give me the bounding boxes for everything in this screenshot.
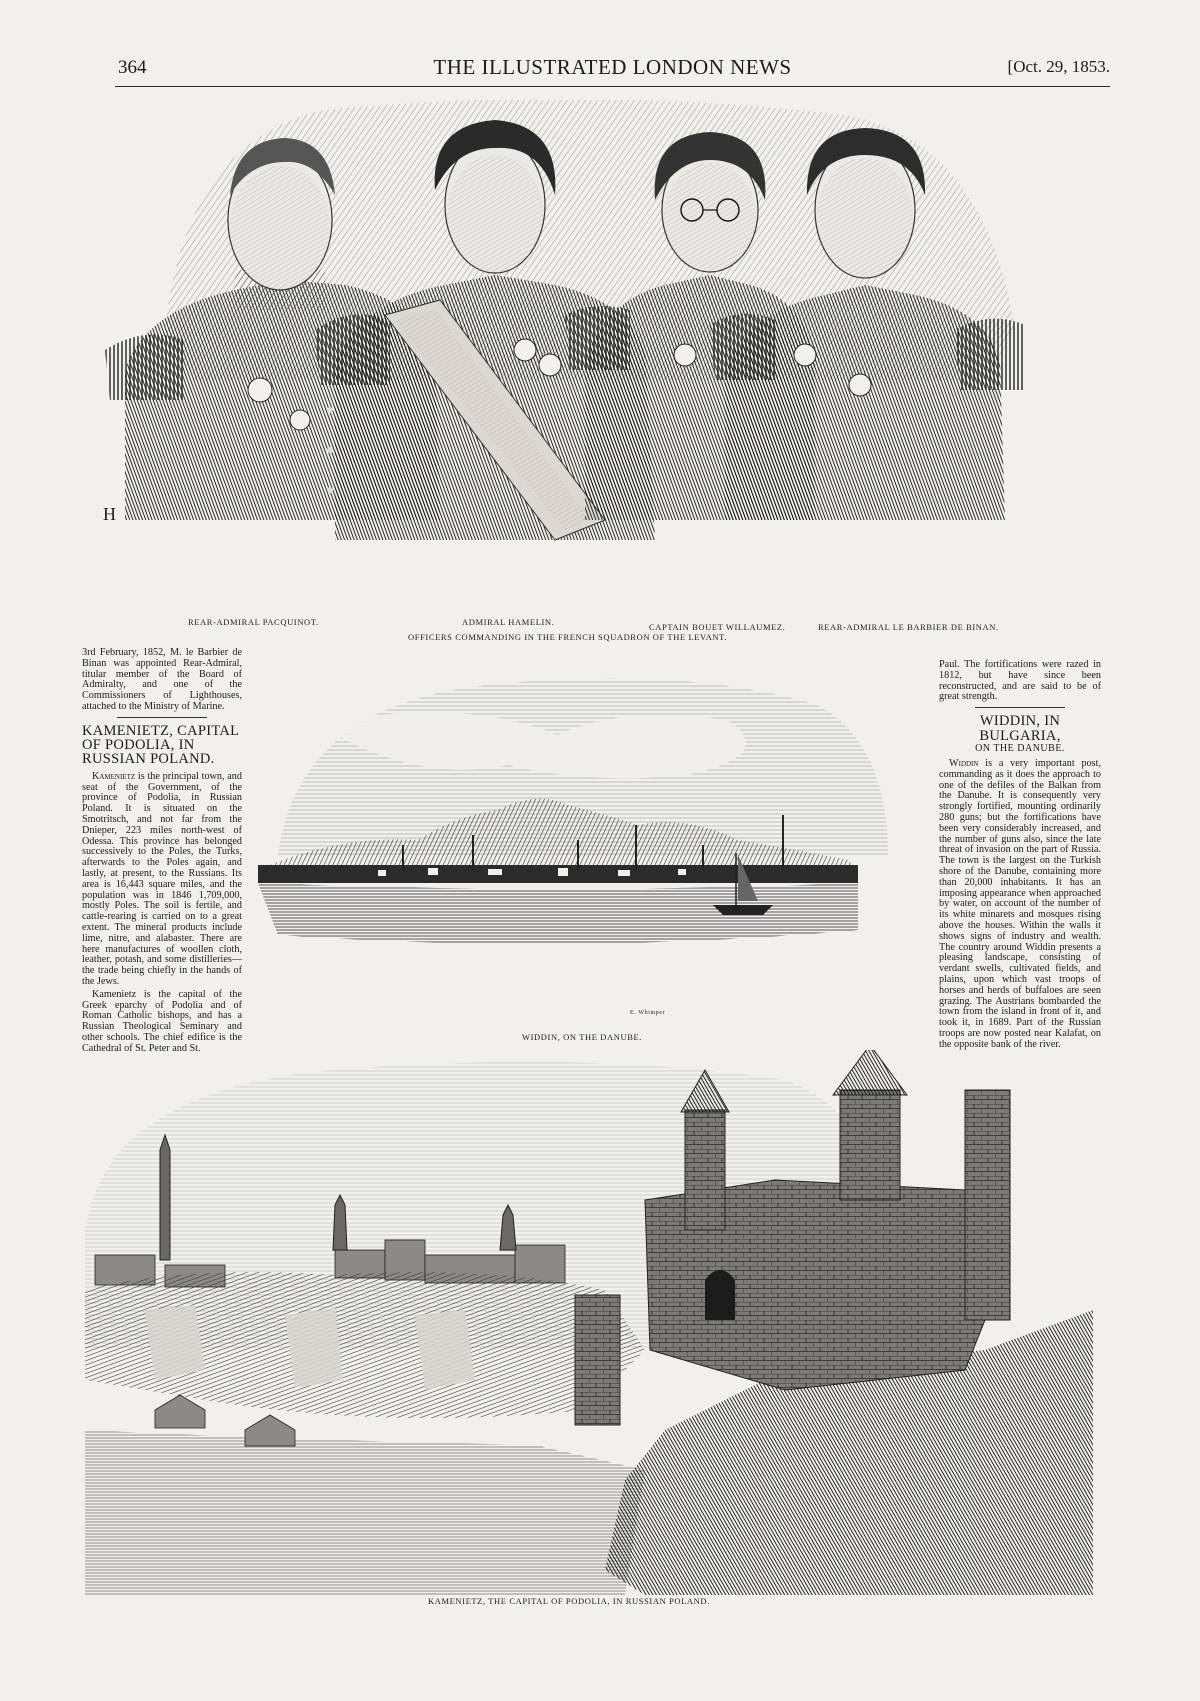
widdin-caption: WIDDIN, ON THE DANUBE. xyxy=(522,1032,642,1042)
issue-date: [Oct. 29, 1853. xyxy=(1007,57,1110,76)
page-number: 364 xyxy=(118,57,147,78)
engraver-monogram: H xyxy=(103,504,116,524)
right-column xyxy=(939,660,1101,1053)
section-rule xyxy=(975,707,1065,708)
kamenietz-heading: KAMENIETZ, CAPITAL OF PODOLIA, IN RUSSIAN POLAND. xyxy=(82,722,239,767)
engraver-signature: E. Whimper xyxy=(630,1010,666,1016)
caption-le-barbier: REAR-ADMIRAL LE BARBIER DE BINAN. xyxy=(818,622,999,632)
group-caption: OFFICERS COMMANDING IN THE FRENCH SQUADRON OF THE LEVANT. xyxy=(408,632,728,642)
kamenietz-caption: KAMENIETZ, THE CAPITAL OF PODOLIA, IN RUSSIAN POLAND. xyxy=(428,1596,710,1606)
widdin-lead-word: Widdin xyxy=(949,757,979,769)
kamenietz-paragraph-2: Kamenietz is the capital of the Greek eparchy of Podolia and of Roman Catholic bishops, and has a Russian Theological Seminary and other schools. The chief edifice is the Cathedral of St. Peter and St. xyxy=(82,988,242,1054)
widdin-subheading: ON THE DANUBE. xyxy=(975,743,1065,755)
kamenietz-paragraph-1: is the principal town, and seat of the Government, of the province of Podolia, in Russian Poland. It is situated on the Smotritsch, and not far from the Dnieper, 223 miles north-west of Odessa. This province has belonged successively to the Poles, the Turks, afterwards to the Poles again, and lastly, at present, to the Russians. Its area is 16,443 square miles, and the population was in 1846 1,709,000, mostly Poles. The soil is fertile, and cattle-rearing is carried on to a great extent. The mineral products include lime, nitre, and alabaster. There are here manufactures of woollen cloth, leather, potash, and some distilleries—the trade being chiefly in the hands of the Jews. xyxy=(82,770,242,987)
widdin-engraving xyxy=(258,665,898,1020)
widdin-paragraph: is a very important post, commanding as it does the approach to one of the defiles of the Balkan from the Danube. It is consequently very strongly fortified, mounting ordinarily 280 guns; but the fortifications have been very considerably increased, and the number of guns also, since the late threat of invasion on the part of Russia. The town is the largest on the Turkish shore of the Danube, containing more than 20,000 inhabitants. It has an imposing appearance when approached by water, on account of the number of its white minarets and mosques rising above the houses. Within the walls it shows signs of industry and wealth. The country around Widdin presents a pleasing landscape, consisting of verdant swells, cultivated fields, and plains, upon which vast troops of horses and herds of buffaloes are seen grazing. The Austrians bombarded the town from the island in front of it, and took it, in 1689. Part of the Russian troops are now posted near Kalafat, on the opposite bank of the river. xyxy=(939,757,1101,1050)
masthead-rule xyxy=(115,86,1110,87)
section-rule xyxy=(117,717,207,718)
masthead xyxy=(115,50,1110,84)
continuation-paragraph: Paul. The fortifications were razed in 1812, but have since been reconstructed, and are said to be of great strength. xyxy=(939,659,1101,703)
kamenietz-engraving xyxy=(85,1050,1093,1595)
kamenietz-lead-word: Kamenietz xyxy=(92,770,136,782)
widdin-heading: WIDDIN, IN BULGARIA, xyxy=(979,713,1061,745)
portrait-engraving xyxy=(85,100,1085,620)
caption-pacquinot: REAR-ADMIRAL PACQUINOT. xyxy=(188,617,319,627)
left-column xyxy=(82,648,242,1057)
intro-paragraph: 3rd February, 1852, M. le Barbier de Binan was appointed Rear-Admiral, titular member of the Board of Admiralty, and one of the Commissioners of Lighthouses, attached to the Ministry of Marine. xyxy=(82,647,242,712)
caption-hamelin: ADMIRAL HAMELIN. xyxy=(462,617,555,627)
caption-bouet-willaumez: CAPTAIN BOUET WILLAUMEZ. xyxy=(649,622,786,632)
paper-title: THE ILLUSTRATED LONDON NEWS xyxy=(433,55,792,79)
